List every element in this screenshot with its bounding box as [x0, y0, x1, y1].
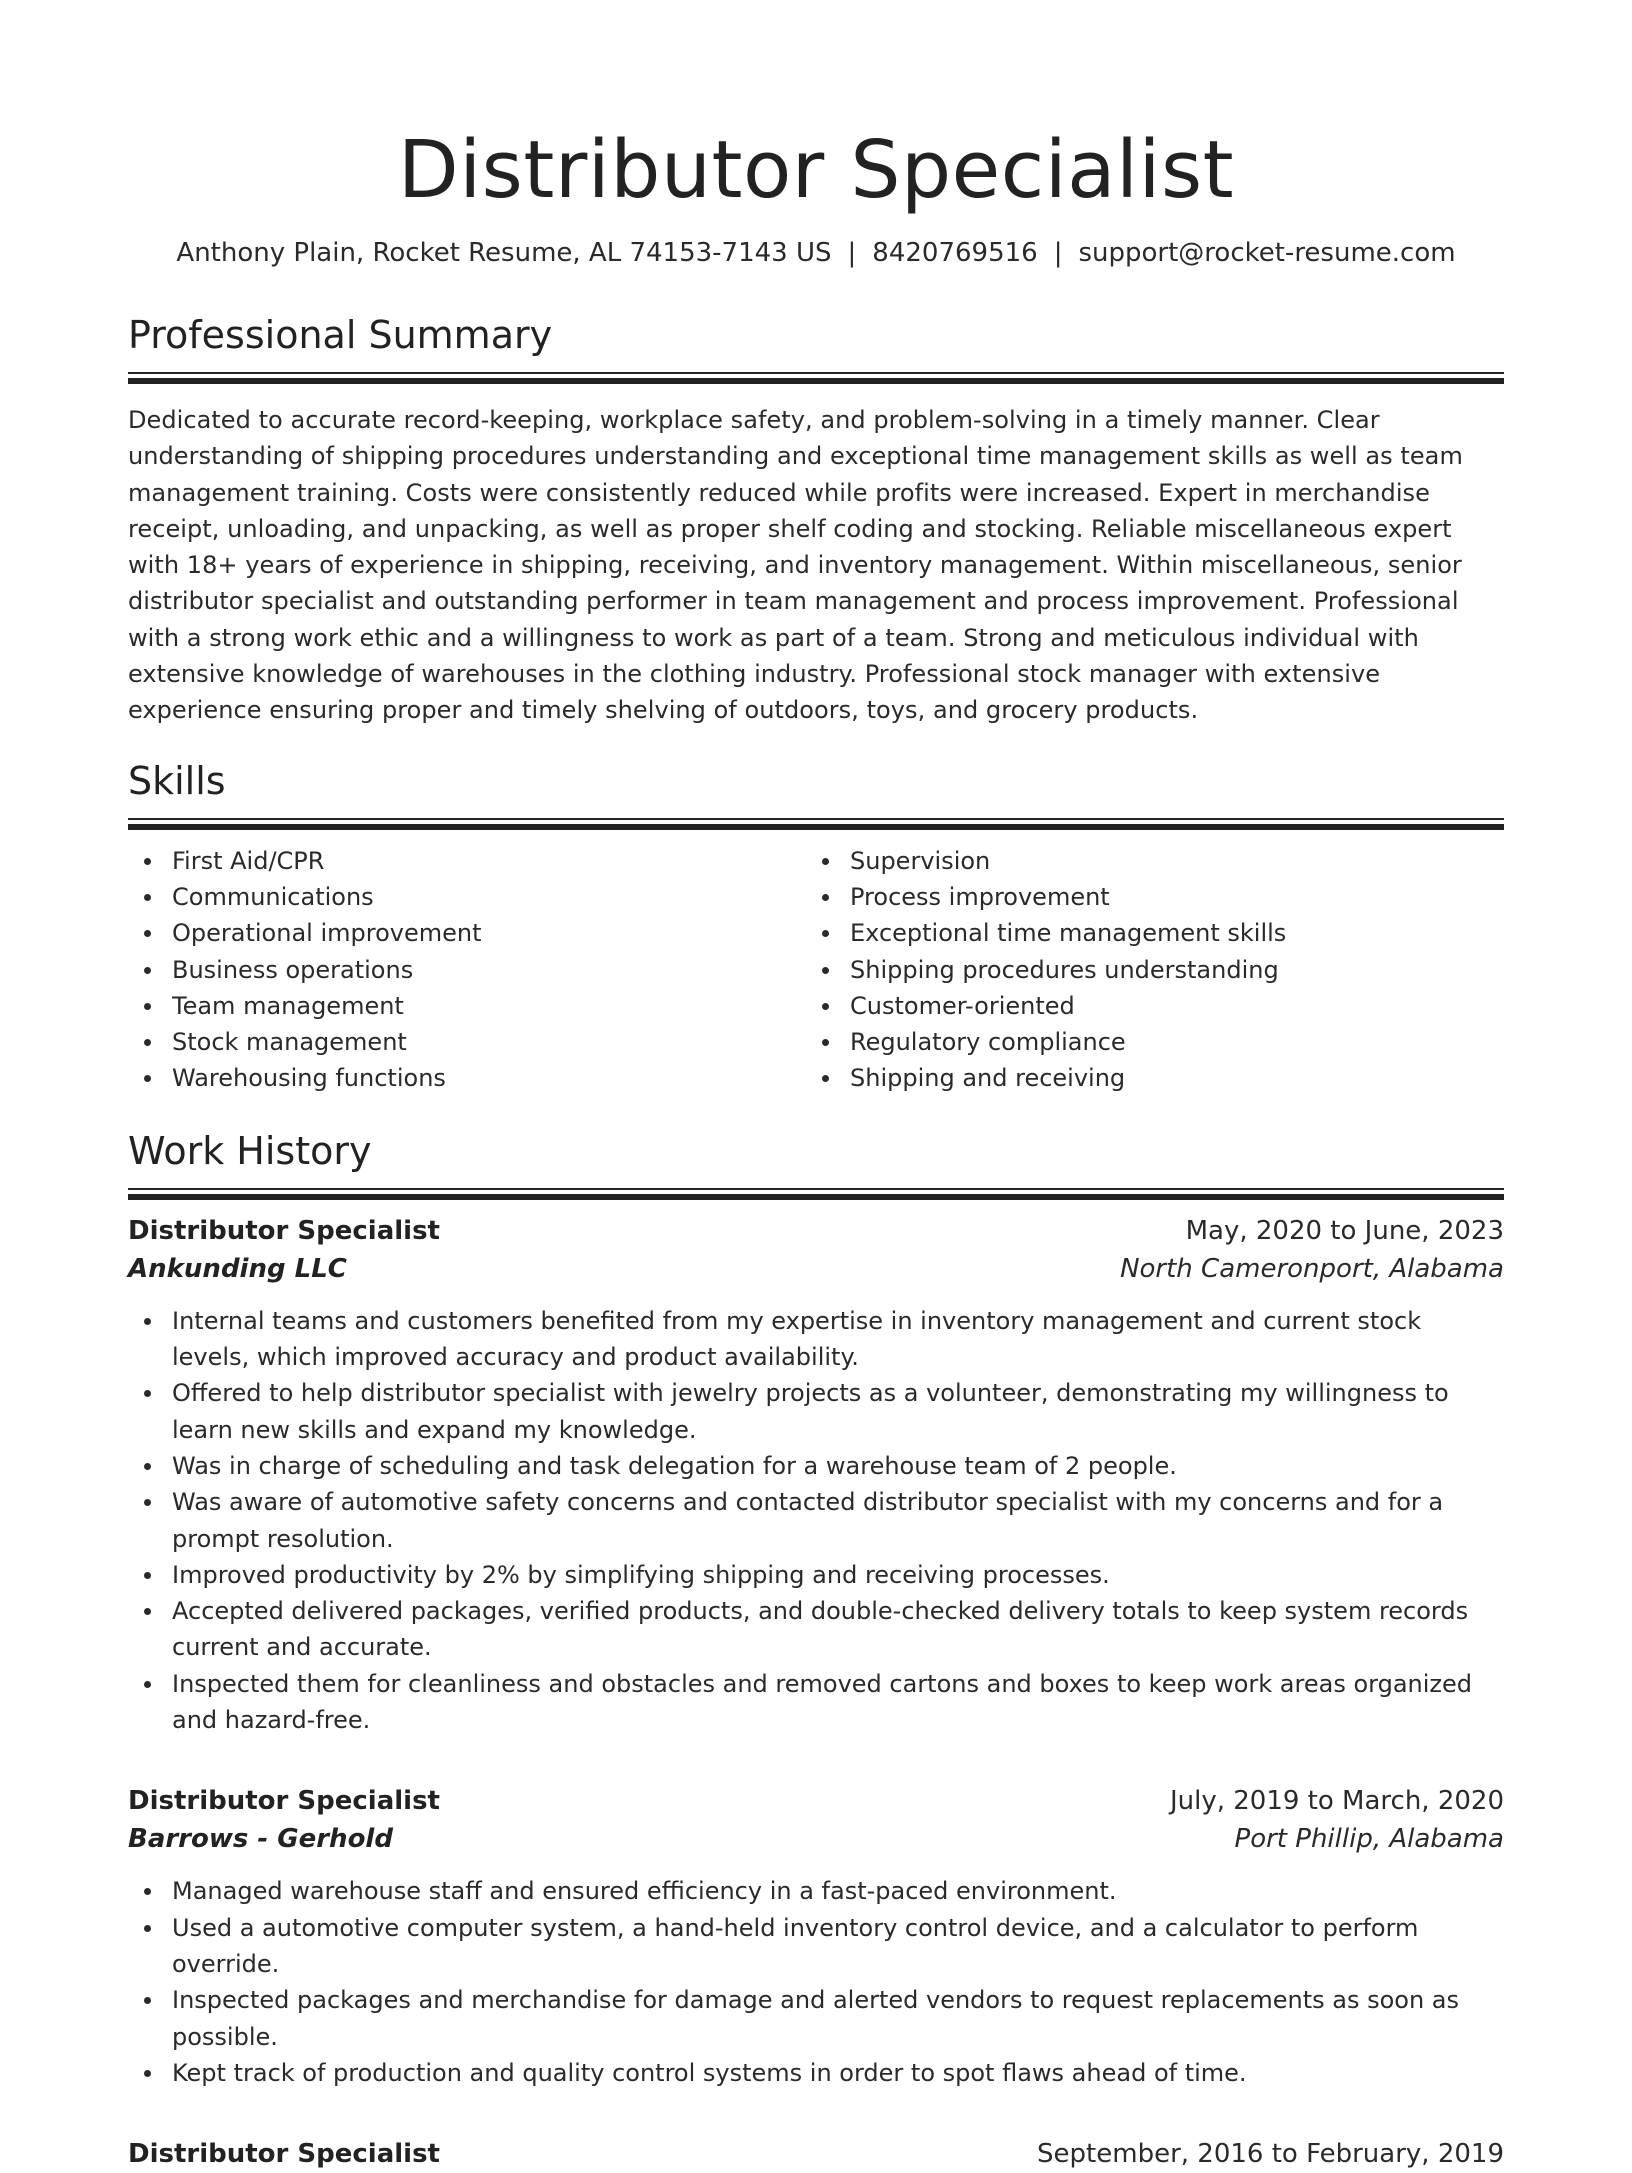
job-bullet: Was in charge of scheduling and task delegation for a warehouse team of 2 people. — [128, 1448, 1504, 1484]
resume-page — [128, 0, 1504, 2173]
section-heading: Professional Summary — [128, 313, 553, 357]
job-entry — [128, 1212, 1504, 1739]
job-bullets — [128, 1303, 1504, 1739]
job-dates: May, 2020 to June, 2023 — [1185, 1215, 1504, 1246]
skill-item: Shipping and receiving — [806, 1060, 1484, 1096]
job-header-row — [128, 1212, 1504, 1250]
skill-item: Shipping procedures understanding — [806, 952, 1484, 988]
job-bullet: Was aware of automotive safety concerns and contacted distributor specialist with my concerns and for a prompt resolution. — [128, 1484, 1504, 1557]
job-dates: July, 2019 to March, 2020 — [1169, 1786, 1504, 1817]
job-company-row — [128, 1820, 1504, 1858]
section-divider — [128, 1188, 1504, 1198]
skill-item: Stock management — [128, 1024, 806, 1060]
job-company-row — [128, 1250, 1504, 1288]
contact-phone: 8420769516 — [872, 238, 1038, 268]
job-bullet: Inspected them for cleanliness and obstacles and removed cartons and boxes to keep work areas organized and hazard-free. — [128, 1666, 1504, 1739]
job-entry — [128, 2135, 1504, 2173]
section-heading: Work History — [128, 1128, 372, 1173]
job-entry — [128, 1782, 1504, 2091]
contact-separator: | — [1053, 238, 1063, 268]
job-bullet: Internal teams and customers benefited from my expertise in inventory management and current stock levels, which improved accuracy and product availability. — [128, 1303, 1504, 1376]
job-dates: September, 2016 to February, 2019 — [1037, 2139, 1504, 2170]
job-company: Barrows - Gerhold — [128, 1824, 393, 1855]
job-bullet: Improved productivity by 2% by simplifying shipping and receiving processes. — [128, 1557, 1504, 1593]
skills-list-right — [806, 843, 1484, 1097]
contact-line — [128, 234, 1504, 272]
skills-section — [128, 756, 1504, 1097]
skill-item: First Aid/CPR — [128, 843, 806, 879]
summary-text: Dedicated to accurate record-keeping, workplace safety, and problem-solving in a timely manner. Clear understanding of shipping procedures understanding and exceptional time management skills as well as team management training. Costs were consistently reduced while profits were increased. Expert in merchandise receipt, unloading, and unpacking, as well as proper shelf coding and stocking. Reliable miscellaneous expert with 18+ years of experience in shipping, receiving, and inventory management. Within miscellaneous, senior distributor specialist and outstanding performer in team management and process improvement. Professional with a strong work ethic and a willingness to work as part of a team. Strong and meticulous individual with extensive knowledge of warehouses in the clothing industry. Professional stock manager with extensive experience ensuring proper and timely shelving of outdoors, toys, and grocery products. — [128, 406, 1463, 725]
job-location: Port Phillip, Alabama — [1234, 1824, 1504, 1855]
job-bullet: Inspected packages and merchandise for damage and alerted vendors to request replacements as soon as possible. — [128, 1982, 1504, 2055]
job-bullet: Used a automotive computer system, a hand-held inventory control device, and a calculator to perform override. — [128, 1910, 1504, 1983]
job-bullets — [128, 1873, 1504, 2091]
section-divider — [128, 818, 1504, 828]
job-bullet: Accepted delivered packages, verified products, and double-checked delivery totals to keep system records current and accurate. — [128, 1593, 1504, 1666]
job-title: Distributor Specialist — [128, 1215, 440, 1246]
resume-title: Distributor Specialist — [397, 124, 1235, 216]
job-bullet: Offered to help distributor specialist with jewelry projects as a volunteer, demonstrating my willingness to learn new skills and expand my knowledge. — [128, 1375, 1504, 1448]
job-bullet: Kept track of production and quality control systems in order to spot flaws ahead of time. — [128, 2055, 1504, 2091]
skill-item: Regulatory compliance — [806, 1024, 1484, 1060]
professional-summary-section — [128, 310, 1504, 729]
section-heading: Skills — [128, 758, 226, 803]
skill-item: Operational improvement — [128, 915, 806, 951]
skills-list-left — [128, 843, 806, 1097]
job-header-row — [128, 2135, 1504, 2173]
job-company: Ankunding LLC — [128, 1253, 347, 1284]
skill-item: Business operations — [128, 952, 806, 988]
contact-email: support@rocket-resume.com — [1078, 238, 1456, 268]
job-title: Distributor Specialist — [128, 2139, 440, 2170]
job-header-row — [128, 1782, 1504, 1820]
skill-item: Customer-oriented — [806, 988, 1484, 1024]
skills-columns — [128, 843, 1504, 1097]
contact-address: Anthony Plain, Rocket Resume, AL 74153-7143 US — [176, 238, 832, 268]
skill-item: Supervision — [806, 843, 1484, 879]
skill-item: Team management — [128, 988, 806, 1024]
job-title: Distributor Specialist — [128, 1786, 440, 1817]
job-location: North Cameronport, Alabama — [1120, 1253, 1504, 1284]
section-divider — [128, 372, 1504, 382]
skill-item: Communications — [128, 879, 806, 915]
job-bullet: Managed warehouse staff and ensured efficiency in a fast-paced environment. — [128, 1873, 1504, 1909]
skill-item: Warehousing functions — [128, 1060, 806, 1096]
skill-item: Process improvement — [806, 879, 1484, 915]
work-history-section — [128, 1126, 1504, 2173]
contact-separator: | — [847, 238, 857, 268]
skill-item: Exceptional time management skills — [806, 915, 1484, 951]
